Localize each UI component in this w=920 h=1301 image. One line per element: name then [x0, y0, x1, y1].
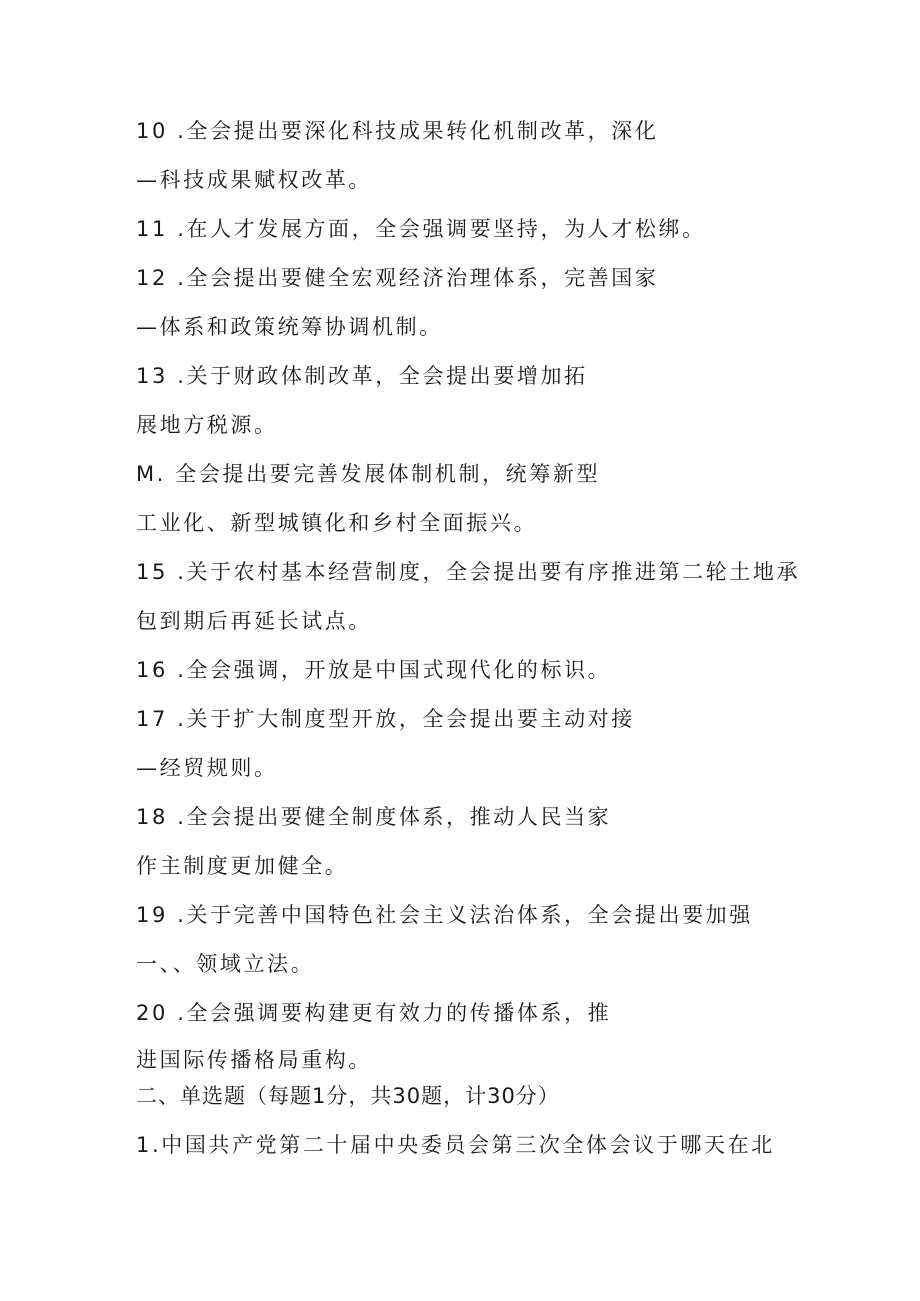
question-13-line-1: 13 .关于财政体制改革，全会提出要增加拓 [136, 364, 588, 388]
question-10-line-1: 10 .全会提出要深化科技成果转化机制改革，深化 [136, 119, 659, 143]
question-20-line-1: 20 .全会强调要构建更有效力的传播体系，推 [136, 1001, 612, 1025]
question-19-line-1: 19 .关于完善中国特色社会主义法治体系，全会提出要加强 [136, 903, 753, 927]
question-18-line-1: 18 .全会提出要健全制度体系，推动人民当家 [136, 805, 612, 829]
question-11-line-1: 11 .在人才发展方面，全会强调要坚持，为人才松绑。 [136, 217, 706, 241]
question-14-line-2: 工业化、新型城镇化和乡村全面振兴。 [136, 511, 538, 535]
question-15-line-1: 15 .关于农村基本经营制度，全会提出要有序推进第二轮土地承 [136, 560, 801, 584]
question-10-line-2: —科技成果赋权改革。 [136, 168, 372, 192]
question-13-line-2: 展地方税源。 [136, 413, 278, 437]
question-17-line-2: —经贸规则。 [136, 756, 278, 780]
question-14-line-1: M. 全会提出要完善发展体制机制，统筹新型 [136, 462, 601, 486]
question-18-line-2: 作主制度更加健全。 [136, 854, 349, 878]
question-17-line-1: 17 .关于扩大制度型开放，全会提出要主动对接 [136, 707, 635, 731]
question-16-line-1: 16 .全会强调，开放是中国式现代化的标识。 [136, 658, 612, 682]
question-12-line-2: —体系和政策统筹协调机制。 [136, 315, 443, 339]
single-choice-question-1-line-1: 1.中国共产党第二十届中央委员会第三次全体会议于哪天在北 [136, 1133, 775, 1157]
section-heading-single-choice: 二、单选题（每题1分，共30题，计30分） [136, 1084, 560, 1108]
question-19-line-2: 一、、领域立法。 [136, 952, 315, 976]
question-15-line-2: 包到期后再延长试点。 [136, 609, 372, 633]
question-12-line-1: 12 .全会提出要健全宏观经济治理体系，完善国家 [136, 266, 659, 290]
question-20-line-2: 进国际传播格局重构。 [136, 1048, 372, 1072]
